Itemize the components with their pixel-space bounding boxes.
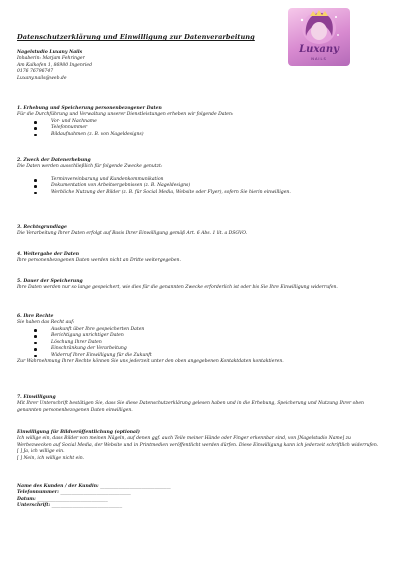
section-heading: 5. Dauer der Speicherung [17,279,83,284]
photo-consent-heading: Einwilligung für Bildveröffentlichung (optional) [17,430,140,435]
field-line: _______________________________ [51,503,123,509]
section-heading: 6. Ihre Rechte [17,314,54,319]
list-item: Dokumentation von Arbeitsergebnissen (z. B. Nageldesigns) [17,183,385,189]
photo-consent-text: Ich willige ein, dass Bilder von meinen Nägeln, auf denen ggf. auch Teile meiner Hände oder Finger erkennbar sind, von [Nagelstudio Name] zu Werbezwecken auf Social Media, der Website und in Printmedien veröffentlicht werden dürfen. Diese Einwilligung kann ich jederzeit schriftlich widerrufen. [17,436,379,448]
field-line: _______________________________ [37,496,108,502]
logo-sub-text: NAILS [311,57,327,61]
studio-owner: Inhaberin: Marjam Fehringer [17,56,85,62]
studio-email: Luxany.nails@web.de [17,75,67,81]
section-intro: Die Daten werden ausschließlich für folgende Zwecke genutzt: [17,164,163,170]
section-intro: Für die Durchführung und Verwaltung unserer Dienstleistungen erheben wir folgende Daten: [17,112,234,118]
studio-contact [17,50,385,82]
document-title: Datenschutzerklärung und Einwilligung zur Datenverarbeitung [17,33,255,41]
signature-fields [17,484,385,510]
consent-yes-option[interactable]: [ ] Ja, ich willige ein. [17,449,65,455]
section-7 [17,395,385,414]
studio-name: Nagelstudio Luxany Nails [17,50,83,55]
field-line: _______________________________ [100,484,171,489]
section-heading: 7. Einwilligung [17,395,56,400]
section-heading: 2. Zweck der Datenerhebung [17,158,91,163]
field-label: Unterschrift: [17,503,51,509]
list-item: Widerruf Ihrer Einwilligung für die Zukunft [17,353,385,359]
section-heading: 1. Erhebung und Speicherung personenbezogener Daten [17,106,162,111]
photo-consent [17,430,385,462]
section-5 [17,279,385,292]
list-item: Werbliche Nutzung der Bilder (z. B. für Social Media, Website oder Flyer), sofern Sie hierin einwilligen. [17,190,385,196]
section-text: Die Verarbeitung Ihrer Daten erfolgt auf Basis Ihrer Einwilligung gemäß Art. 6 Abs. 1 lit. a DSGVO. [17,231,248,237]
list-item: Berichtigung unrichtiger Daten [17,333,385,339]
studio-phone: 0176 76796747 [17,69,54,75]
section-text: Mit Ihrer Unterschrift bestätigen Sie, dass Sie diese Datenschutzerklärung gelesen haben und in die Erhebung, Speicherung und Nutzung Ihrer oben genannten personenbezogenen Daten einwilligen. [17,401,364,413]
section-intro: Sie haben das Recht auf: [17,320,75,326]
section-3 [17,225,385,238]
section-2 [17,158,385,196]
section-1 [17,106,385,138]
field-label: Name des Kunden / der Kundin: [17,484,99,489]
section-4 [17,252,385,265]
field-label: Datum: [17,496,36,502]
signature-field[interactable] [17,503,385,509]
section-6 [17,314,385,366]
logo-brand-text: Luxany [299,44,339,55]
list-item: Terminvereinbarung und Kundenkommunikation [17,177,385,183]
list-item: Bildaufnahmen (z. B. von Nageldesigns) [17,132,385,138]
list-item: Löschung Ihrer Daten [17,340,385,346]
section-text: Ihre Daten werden nur so lange gespeichert, wie dies für die genannten Zwecke erforderlich ist oder bis Sie Ihre Einwilligung widerrufen. [17,285,338,291]
list-item: Auskunft über Ihre gespeicherten Daten [17,327,385,333]
consent-no-option[interactable]: [ ] Nein, ich willige nicht ein. [17,455,85,461]
section-text: Ihre personenbezogenen Daten werden nicht an Dritte weitergegeben. [17,258,181,264]
list-item: Einschränkung der Verarbeitung [17,346,385,352]
section-heading: 3. Rechtsgrundlage [17,225,67,230]
list-item: Telefonnummer [17,125,385,131]
studio-address: Am Kalkofen 1, 86980 Ingenried [17,62,93,68]
field-line: _______________________________ [60,490,131,496]
field-label: Telefonnummer: [17,490,59,496]
list-item: Vor- und Nachname [17,119,385,125]
section-outro: Zur Wahrnehmung Ihrer Rechte können Sie uns jederzeit unter den oben angegebenen Kontaktdaten kontaktieren. [17,359,284,365]
section-heading: 4. Weitergabe der Daten [17,252,80,257]
